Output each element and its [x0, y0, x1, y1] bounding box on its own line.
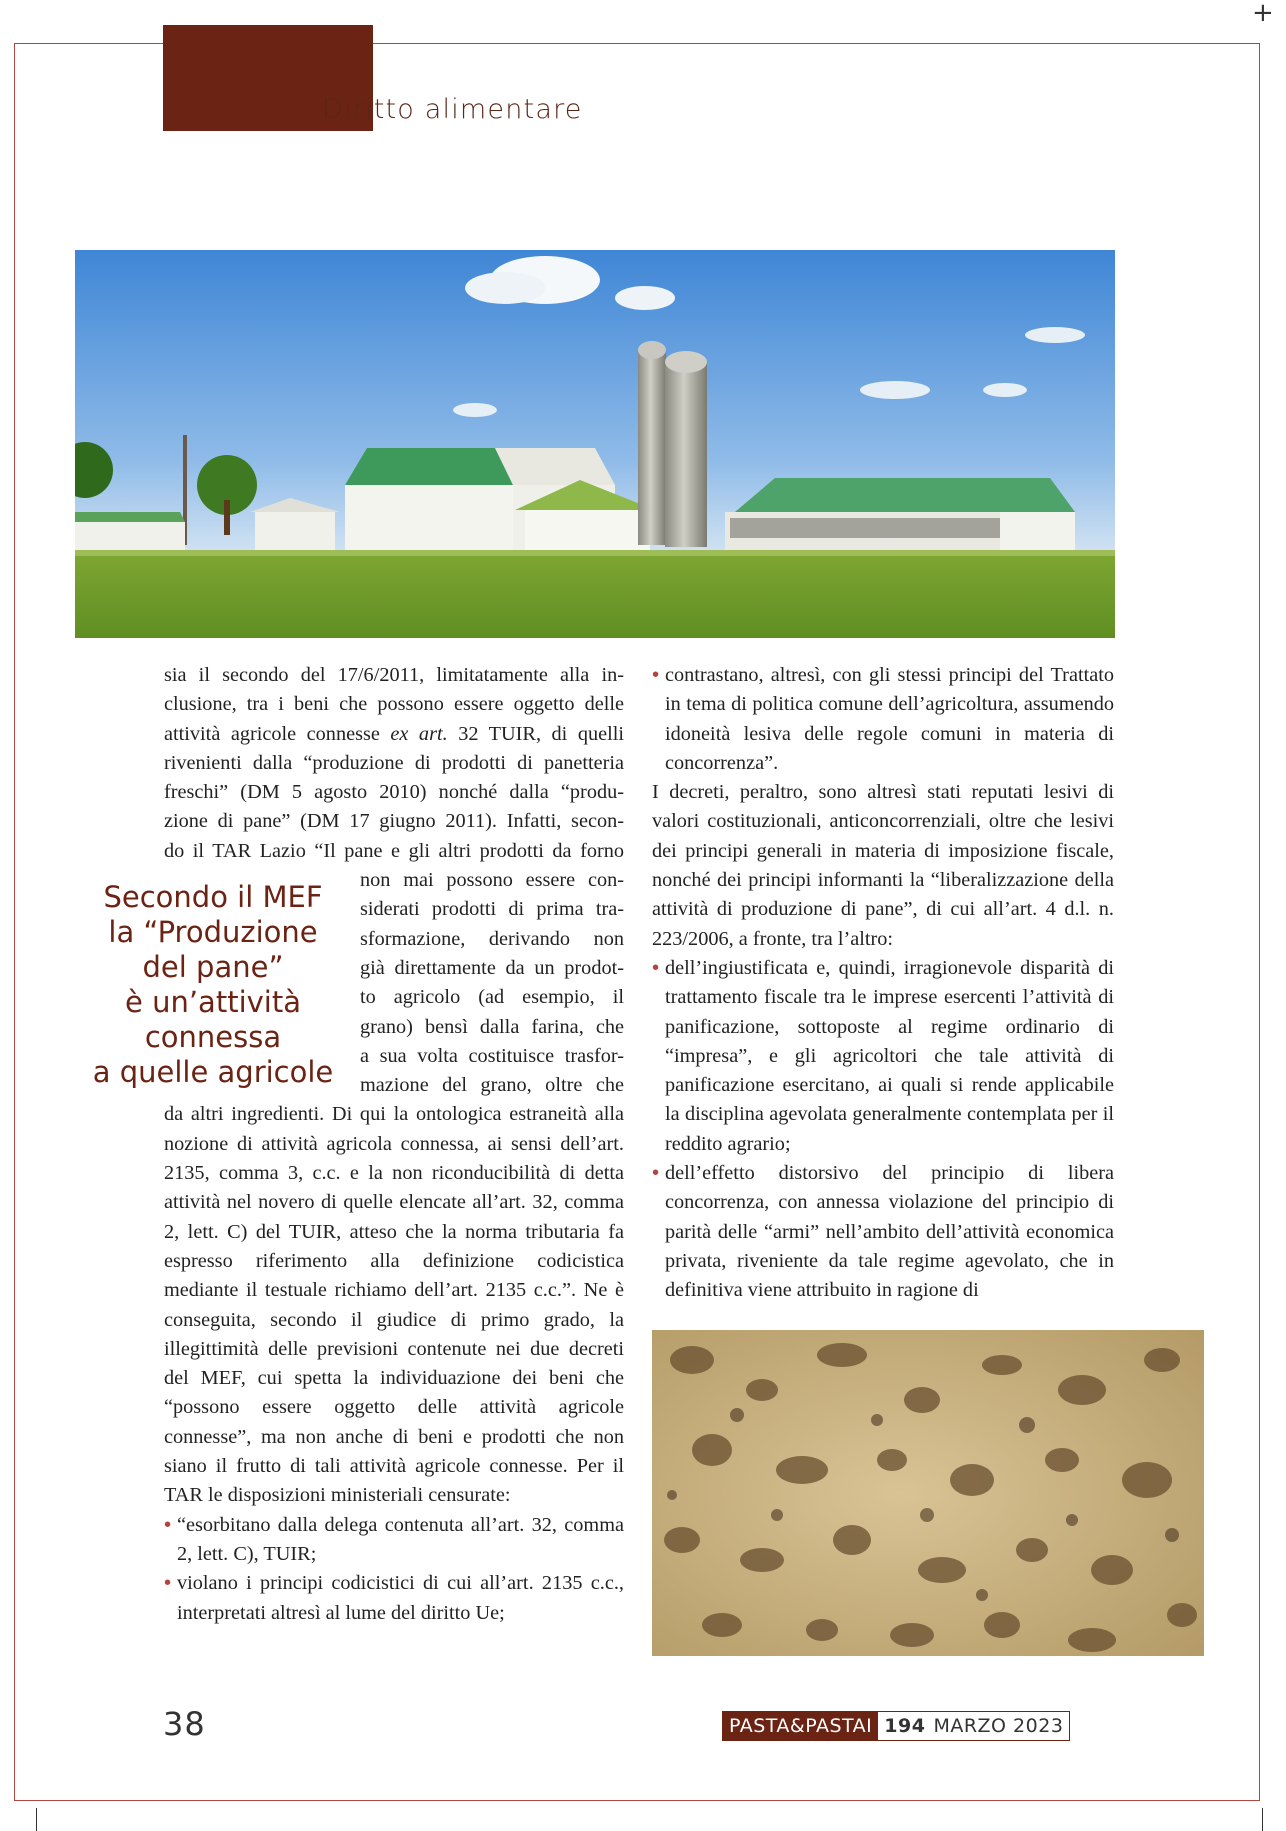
crop-mark-bottom-left [36, 1808, 37, 1831]
bullet-item: • dell’effetto distorsivo del principio di libera concorrenza, con annessa violazione del principio di parità delle “armi” nell’ambito dell’attività economica privata, riveniente da tale regime agevolato, che in definitiva viene attribuito in ragione di [652, 1159, 1114, 1305]
page-number: 38 [163, 1705, 206, 1743]
text-line: do il TAR Lazio “Il pane e gli altri prodotti da forno [164, 839, 624, 862]
text-line: siderati prodotti di prima tra- [360, 898, 624, 921]
farm-photo [75, 250, 1115, 638]
right-column [652, 661, 1114, 1306]
text-line: to agricolo (ad esempio, il [360, 986, 624, 1009]
italic-term: ex art. [390, 722, 448, 745]
section-title: Diritto alimentare [322, 94, 583, 125]
text-line-with-italic: attività agricole connesse ex art. 32 TUIR, di quelli [164, 722, 625, 745]
text-line: zione di pane” (DM 17 giugno 2011). Infatti, secon- [164, 810, 624, 833]
text-line: rivenienti dalla “produzione di prodotti di panetteria [164, 751, 624, 774]
pull-quote-line: del pane” [142, 950, 284, 984]
crop-mark-bottom-right [1262, 1808, 1263, 1831]
text-line: a sua volta costituisce trasfor- [360, 1044, 624, 1067]
issue-date: MARZO 2023 [933, 1715, 1064, 1737]
wrapped-text-beside-pullquote [360, 866, 624, 1100]
pull-quote-line: è un’attività [125, 985, 301, 1019]
text-line: mazione del grano, oltre che [360, 1074, 624, 1097]
text-line: non mai possono essere con- [360, 869, 624, 892]
text-line: sia il secondo del 17/6/2011, limitatamente alla in- [164, 664, 624, 686]
bullet-item: • dell’ingiustificata e, quindi, irragionevole disparità di trattamento fiscale tra le imprese esercenti l’attività di panificazione, sottoposte al regime ordinario di “impresa”, e gli agricoltori che tale attività di panificazione esercitano, ai quali si rende applicabile la disciplina agevolata generalmente contemplata per il reddito agrario; [652, 954, 1114, 1159]
magazine-name: PASTA&PASTAI [723, 1712, 878, 1740]
footer-masthead [722, 1711, 1070, 1741]
issue-number: 194 [884, 1715, 926, 1737]
text-line: sformazione, derivando non [360, 927, 624, 950]
bread-crumb-photo [652, 1330, 1204, 1656]
pull-quote-line: la “Produzione [108, 915, 318, 949]
crop-mark-top-right: + [1252, 0, 1274, 28]
text-line: clusione, tra i beni che possono essere oggetto delle [164, 693, 624, 716]
issue-info [878, 1712, 1069, 1740]
pull-quote-line: a quelle agricole [92, 1055, 334, 1089]
pull-quote-line: Secondo il MEF [103, 880, 323, 914]
bullet-item: • “esorbitano dalla delega contenuta all’art. 32, comma 2, lett. C), TUIR; [164, 1511, 624, 1570]
text-line: freschi” (DM 5 agosto 2010) nonché dalla “produ- [164, 781, 624, 804]
body-paragraph: da altri ingredienti. Di qui la ontologica estraneità alla nozione di attività agricola connessa, ai sensi dell’art. 2135, comma 3, c.c. e la non riconducibilità di detta attività nel novero di quelle elencate all’art. 32, comma 2, lett. C) del TUIR, atteso che la norma tributaria fa espresso riferimento alla definizione codicistica mediante il testuale richiamo dell’art. 2135 c.c.”. Ne è conseguita, secondo il giudice di primo grado, la illegittimità delle previsioni contenute nei due decreti del MEF, cui spetta la individuazione dei beni che “possono essere oggetto delle attività agricole connesse”, ma non anche di beni e prodotti che non siano il frutto di tali attività agricole connesse. Per il TAR le disposizioni ministeriali censurate: [164, 1103, 624, 1507]
text-line: già direttamente da un prodot- [360, 956, 624, 979]
bullet-item: • violano i principi codicistici di cui all’art. 2135 c.c., interpretati altresì al lume del diritto Ue; [164, 1569, 624, 1628]
pull-quote-line: connessa [144, 1020, 282, 1054]
bullet-item: • contrastano, altresì, con gli stessi principi del Trattato in tema di politica comune dell’agricoltura, assumendo idoneità lesiva delle regole comuni in materia di concorrenza”. [652, 661, 1114, 778]
pull-quote [68, 880, 358, 1090]
text-line: grano) bensì dalla farina, che [360, 1015, 624, 1038]
left-column [164, 661, 624, 1628]
body-paragraph: I decreti, peraltro, sono altresì stati reputati lesivi di valori costituzionali, anticoncorrenziali, oltre che lesivi dei principi generali in materia di imposizione fiscale, nonché dei principi informanti la “liberalizzazione della attività di produzione di pane”, di cui all’art. 4 d.l. n. 223/2006, a fronte, tra l’altro: [652, 781, 1114, 950]
